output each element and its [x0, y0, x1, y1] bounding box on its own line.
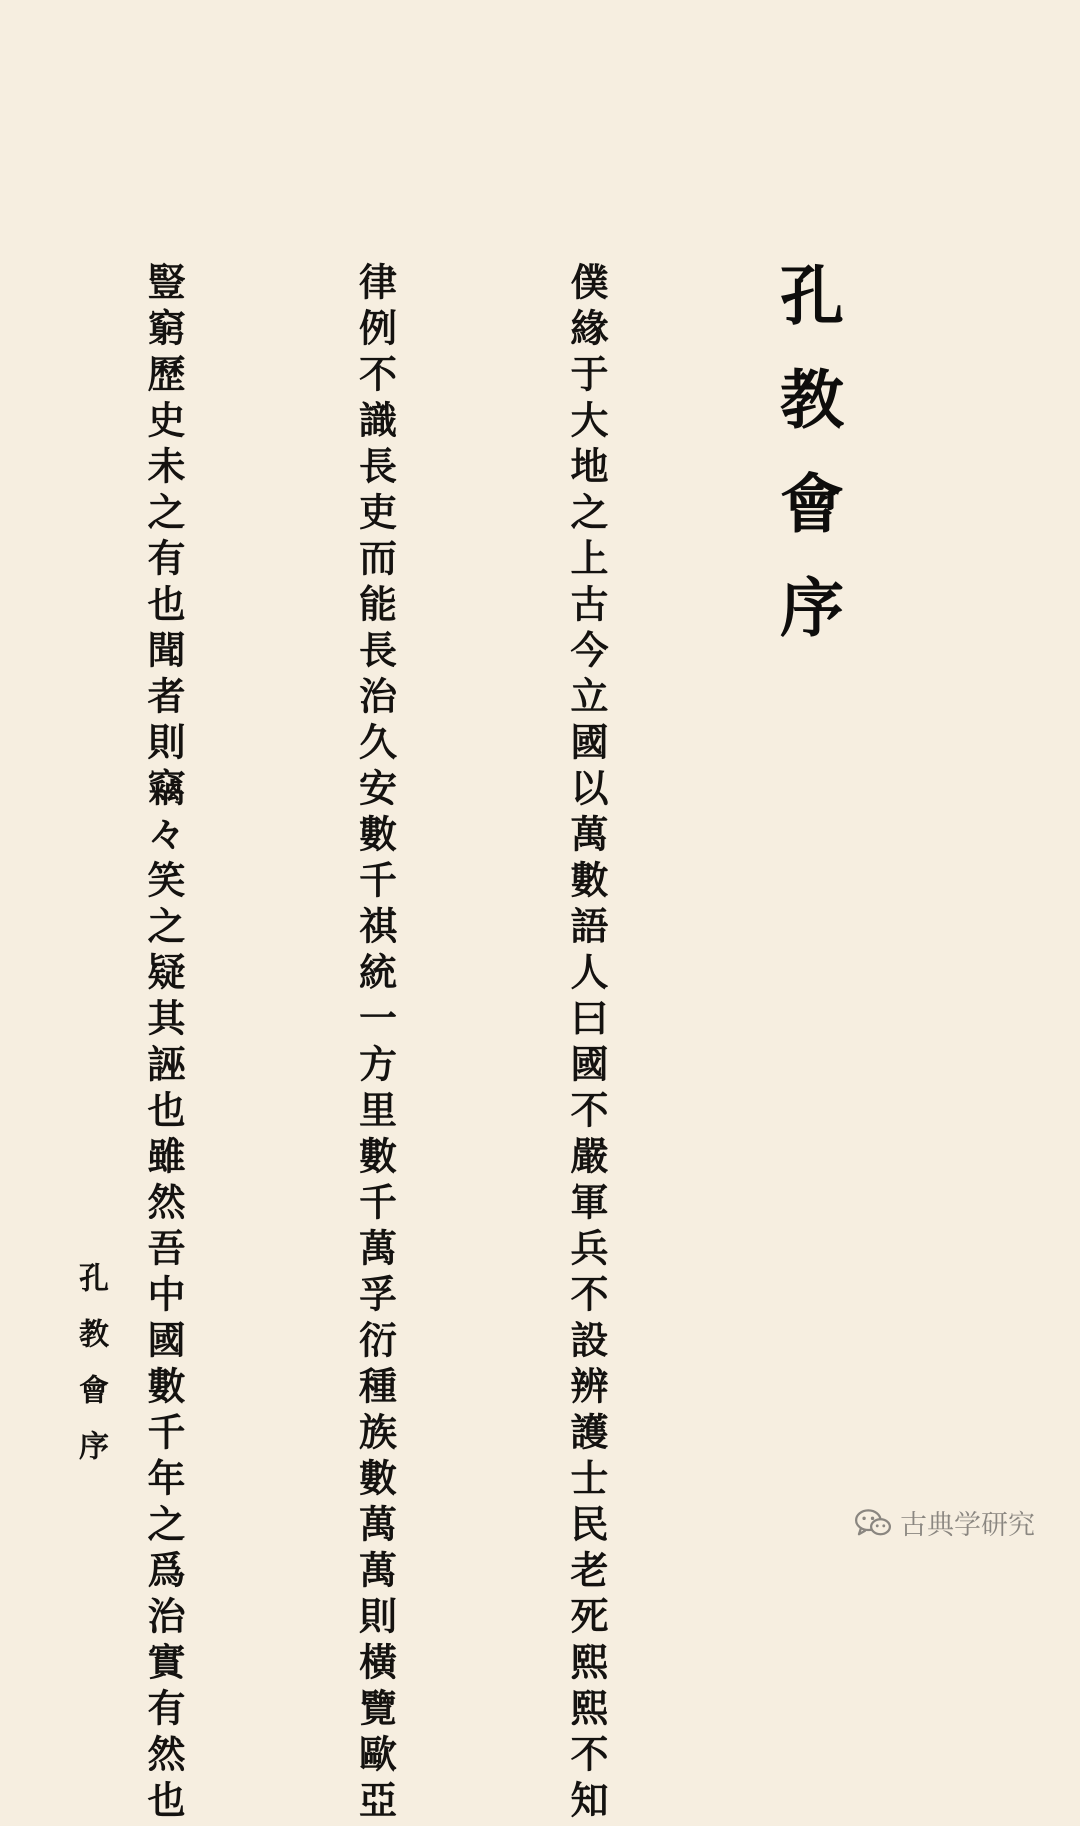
- text-column: 僕緣于大地之上古今立國以萬數語人曰國不嚴軍兵不設辨護士民老死熙熙不知: [564, 262, 609, 1826]
- footer-mark: 孔教會序: [73, 1262, 108, 1486]
- wechat-icon: [854, 1508, 892, 1538]
- body-text: [0, 262, 762, 1826]
- watermark: [854, 1503, 1035, 1542]
- text-column: 律例不識長吏而能長治久安數千祺統一方里數千萬孚衍種族數萬萬則橫覽歐亞: [352, 262, 398, 1826]
- watermark-text: 古典学研究: [900, 1510, 1035, 1541]
- page-title: 孔教會序: [769, 262, 844, 678]
- text-column: 豎窮歷史未之有也聞者則竊々笑之疑其誣也雖然吾中國數千年之爲治實有然也: [141, 262, 186, 1826]
